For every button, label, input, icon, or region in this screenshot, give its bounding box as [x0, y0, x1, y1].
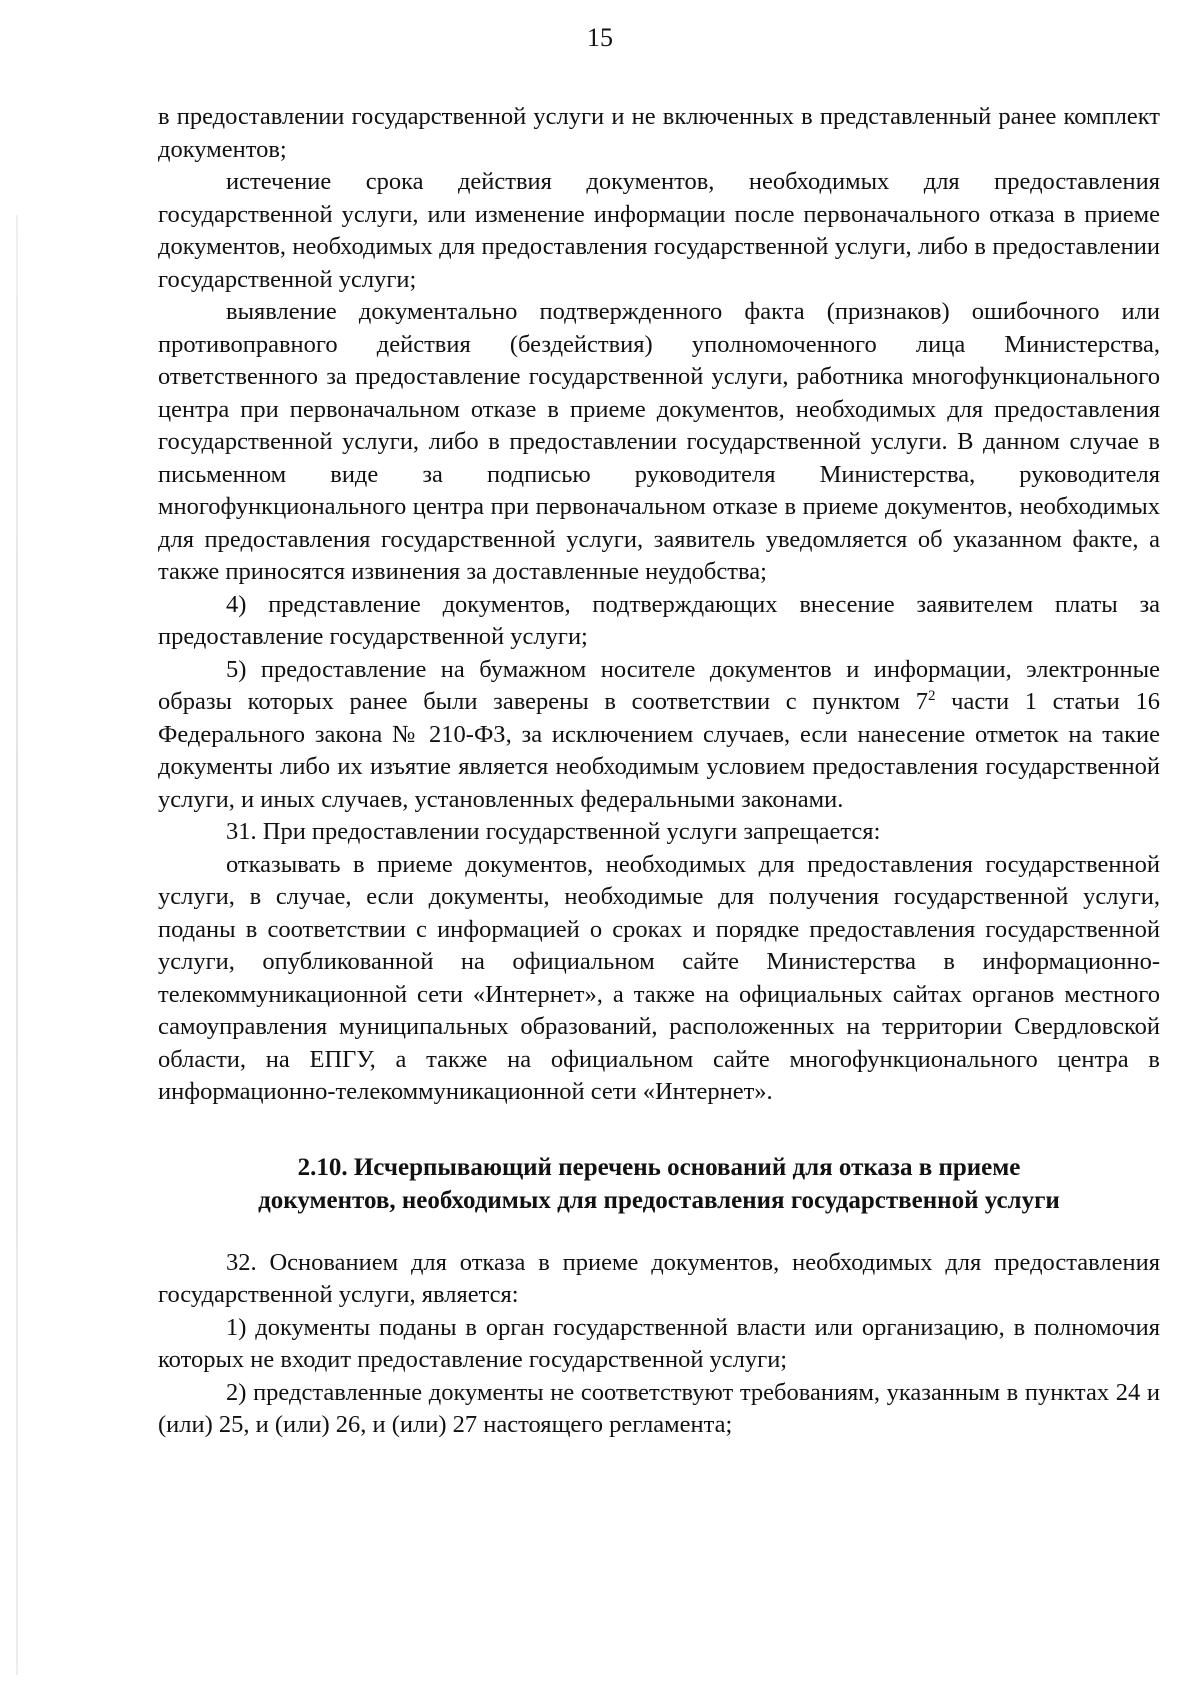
paragraph-32-item-2: 2) представленные документы не соответствуют требованиям, указанным в пунктах 24 и (или) 25, и (или) 26, и (или) 27 настоящего регламента;: [158, 1378, 1160, 1438]
paragraph-item-4: 4) представление документов, подтверждающих внесение заявителем платы за предоставление государственной услуги;: [158, 590, 1160, 650]
document-body: [158, 101, 1160, 1442]
paragraph-expiry: истечение срока действия документов, необходимых для предоставления государственной услуги, или изменение информации после первоначального отказа в приеме документов, необходимых для предоставления государственной услуги, либо в предоставлении государственной услуги;: [158, 168, 1160, 293]
section-heading-2-10: [158, 1151, 1160, 1217]
paragraph-31: 31. При предоставлении государственной услуги запрещается:: [226, 818, 881, 845]
item-5-text-end: части 1 статьи 16 Федерального закона № 210-ФЗ, за исключением случаев, если нанесение отметок на такие документы либо их изъятие является необходимым условием предоставления государственной услуги, и иных случаев, установленных федеральными законами.: [158, 688, 1160, 813]
paragraph-item-5: [158, 654, 1160, 817]
item-5-text-start: 5) предоставление на бумажном носителе документов и информации, электронные образы которых ранее были заверены в соответствии с пунктом 7: [158, 655, 1160, 715]
scan-edge-line: [16, 215, 18, 1675]
paragraph-31-prohibition: отказывать в приеме документов, необходимых для предоставления государственной услуги, в случае, если документы, необходимые для получения государственной услуги, поданы в соответствии с информацией о сроках и порядке предоставления государственной услуги, опубликованной на официальном сайте Министерства в информационно-телекоммуникационной сети «Интернет», а также на официальных сайтах органов местного самоуправления муниципальных образований, расположенных на территории Свердловской области, на ЕПГУ, а также на официальном сайте многофункционального центра в информационно-телекоммуникационной сети «Интернет».: [158, 850, 1160, 1105]
paragraph-error-detection: выявление документально подтвержденного факта (признаков) ошибочного или противоправного действия (бездействия) уполномоченного лица Министерства, ответственного за предоставление государственной услуги, работника многофункционального центра при первоначальном отказе в приеме документов, необходимых для предоставления государственной услуги, либо в предоставлении государственной услуги. В данном случае в письменном виде за подписью руководителя Министерства, руководителя многофункционального центра при первоначальном отказе в приеме документов, необходимых для предоставления государственной услуги, заявитель уведомляется об указанном факте, а также приносятся извинения за доставленные неудобства;: [158, 298, 1160, 585]
section-heading-line-1: 2.10. Исчерпывающий перечень оснований для отказа в приеме: [297, 1153, 1021, 1181]
paragraph-32: 32. Основанием для отказа в приеме документов, необходимых для предоставления государственной услуги, является:: [158, 1248, 1160, 1308]
page-number: 15: [587, 23, 613, 52]
item-5-superscript: 2: [927, 687, 936, 704]
paragraph-32-item-1: 1) документы поданы в орган государственной власти или организацию, в полномочия которых не входит предоставление государственной услуги;: [158, 1313, 1160, 1373]
section-heading-line-2: документов, необходимых для предоставления государственной услуги: [258, 1186, 1060, 1214]
paragraph-continuation: в предоставлении государственной услуги и не включенных в представленный ранее комплект документов;: [158, 103, 1160, 163]
